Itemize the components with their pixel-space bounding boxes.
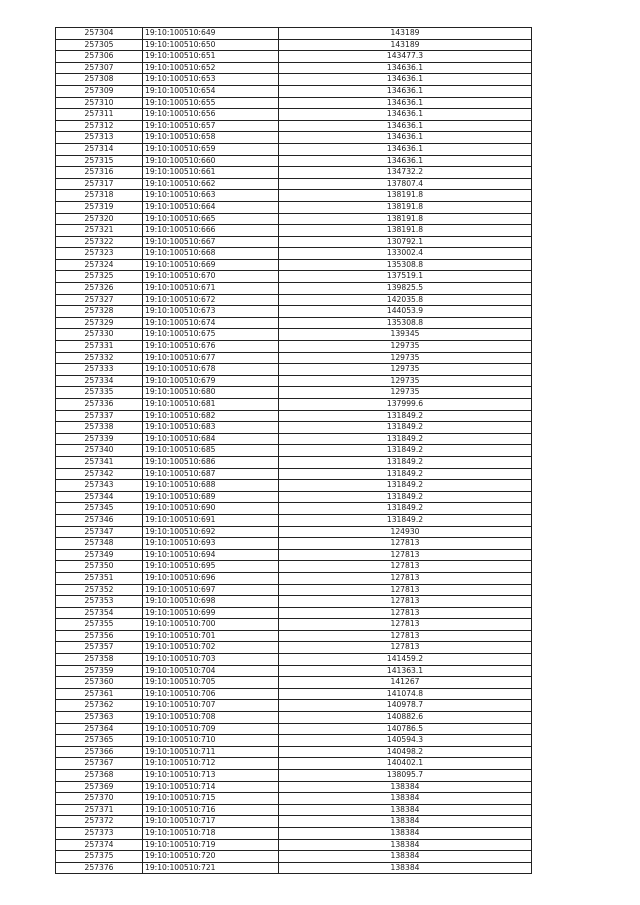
value-cell: 131849.2 bbox=[279, 503, 532, 515]
cadastral-number-cell: 19:10:100510:720 bbox=[143, 851, 279, 863]
value-cell: 134636.1 bbox=[279, 97, 532, 109]
row-id-cell: 257354 bbox=[56, 607, 143, 619]
table-row bbox=[56, 155, 532, 167]
table-row bbox=[56, 746, 532, 758]
cadastral-number-cell: 19:10:100510:680 bbox=[143, 387, 279, 399]
row-id-cell: 257337 bbox=[56, 410, 143, 422]
row-id-cell: 257372 bbox=[56, 816, 143, 828]
row-id-cell: 257345 bbox=[56, 503, 143, 515]
value-cell: 134636.1 bbox=[279, 120, 532, 132]
table-row bbox=[56, 190, 532, 202]
cadastral-number-cell: 19:10:100510:662 bbox=[143, 178, 279, 190]
table-row bbox=[56, 97, 532, 109]
cadastral-number-cell: 19:10:100510:707 bbox=[143, 700, 279, 712]
value-cell: 127813 bbox=[279, 596, 532, 608]
table-row bbox=[56, 538, 532, 550]
cadastral-number-cell: 19:10:100510:708 bbox=[143, 712, 279, 724]
value-cell: 127813 bbox=[279, 561, 532, 573]
table-row bbox=[56, 329, 532, 341]
table-row bbox=[56, 399, 532, 411]
table-row bbox=[56, 248, 532, 260]
value-cell: 131849.2 bbox=[279, 514, 532, 526]
value-cell: 131849.2 bbox=[279, 422, 532, 434]
cadastral-number-cell: 19:10:100510:693 bbox=[143, 538, 279, 550]
cadastral-number-cell: 19:10:100510:703 bbox=[143, 654, 279, 666]
cadastral-number-cell: 19:10:100510:673 bbox=[143, 306, 279, 318]
row-id-cell: 257365 bbox=[56, 735, 143, 747]
row-id-cell: 257328 bbox=[56, 306, 143, 318]
cadastral-number-cell: 19:10:100510:716 bbox=[143, 804, 279, 816]
cadastral-number-cell: 19:10:100510:657 bbox=[143, 120, 279, 132]
row-id-cell: 257316 bbox=[56, 167, 143, 179]
table-row bbox=[56, 862, 532, 874]
value-cell: 140882.6 bbox=[279, 712, 532, 724]
table-row bbox=[56, 387, 532, 399]
cadastral-number-cell: 19:10:100510:710 bbox=[143, 735, 279, 747]
cadastral-number-cell: 19:10:100510:650 bbox=[143, 39, 279, 51]
table-row bbox=[56, 491, 532, 503]
row-id-cell: 257376 bbox=[56, 862, 143, 874]
table-row bbox=[56, 178, 532, 190]
cadastral-number-cell: 19:10:100510:689 bbox=[143, 491, 279, 503]
value-cell: 131849.2 bbox=[279, 433, 532, 445]
table-row bbox=[56, 445, 532, 457]
value-cell: 127813 bbox=[279, 584, 532, 596]
row-id-cell: 257375 bbox=[56, 851, 143, 863]
cadastral-number-cell: 19:10:100510:654 bbox=[143, 85, 279, 97]
cadastral-number-cell: 19:10:100510:675 bbox=[143, 329, 279, 341]
row-id-cell: 257304 bbox=[56, 28, 143, 40]
value-cell: 143189 bbox=[279, 28, 532, 40]
value-cell: 134636.1 bbox=[279, 85, 532, 97]
row-id-cell: 257374 bbox=[56, 839, 143, 851]
row-id-cell: 257326 bbox=[56, 283, 143, 295]
cadastral-number-cell: 19:10:100510:715 bbox=[143, 793, 279, 805]
cadastral-number-cell: 19:10:100510:658 bbox=[143, 132, 279, 144]
cadastral-number-cell: 19:10:100510:664 bbox=[143, 201, 279, 213]
table-row bbox=[56, 236, 532, 248]
value-cell: 134636.1 bbox=[279, 155, 532, 167]
value-cell: 138384 bbox=[279, 862, 532, 874]
cadastral-number-cell: 19:10:100510:672 bbox=[143, 294, 279, 306]
cadastral-number-cell: 19:10:100510:709 bbox=[143, 723, 279, 735]
table-row bbox=[56, 225, 532, 237]
cadastral-number-cell: 19:10:100510:713 bbox=[143, 770, 279, 782]
row-id-cell: 257356 bbox=[56, 630, 143, 642]
row-id-cell: 257319 bbox=[56, 201, 143, 213]
value-cell: 143189 bbox=[279, 39, 532, 51]
table-row bbox=[56, 654, 532, 666]
cadastral-number-cell: 19:10:100510:665 bbox=[143, 213, 279, 225]
row-id-cell: 257320 bbox=[56, 213, 143, 225]
value-cell: 131849.2 bbox=[279, 480, 532, 492]
value-cell: 137807.4 bbox=[279, 178, 532, 190]
value-cell: 127813 bbox=[279, 538, 532, 550]
row-id-cell: 257363 bbox=[56, 712, 143, 724]
table-row bbox=[56, 283, 532, 295]
value-cell: 138384 bbox=[279, 781, 532, 793]
table-row bbox=[56, 468, 532, 480]
row-id-cell: 257357 bbox=[56, 642, 143, 654]
table-row bbox=[56, 642, 532, 654]
table-row bbox=[56, 688, 532, 700]
value-cell: 140498.2 bbox=[279, 746, 532, 758]
table-row bbox=[56, 712, 532, 724]
cadastral-number-cell: 19:10:100510:711 bbox=[143, 746, 279, 758]
cadastral-number-cell: 19:10:100510:649 bbox=[143, 28, 279, 40]
value-cell: 137519.1 bbox=[279, 271, 532, 283]
table-row bbox=[56, 167, 532, 179]
row-id-cell: 257361 bbox=[56, 688, 143, 700]
value-cell: 134636.1 bbox=[279, 74, 532, 86]
table-row bbox=[56, 700, 532, 712]
table-row bbox=[56, 456, 532, 468]
cadastral-number-cell: 19:10:100510:718 bbox=[143, 827, 279, 839]
table-row bbox=[56, 341, 532, 353]
data-table bbox=[55, 27, 532, 874]
cadastral-number-cell: 19:10:100510:691 bbox=[143, 514, 279, 526]
value-cell: 138384 bbox=[279, 816, 532, 828]
value-cell: 130792.1 bbox=[279, 236, 532, 248]
row-id-cell: 257344 bbox=[56, 491, 143, 503]
value-cell: 137999.6 bbox=[279, 399, 532, 411]
table-row bbox=[56, 758, 532, 770]
row-id-cell: 257338 bbox=[56, 422, 143, 434]
value-cell: 134636.1 bbox=[279, 143, 532, 155]
table-row bbox=[56, 793, 532, 805]
row-id-cell: 257334 bbox=[56, 375, 143, 387]
value-cell: 127813 bbox=[279, 619, 532, 631]
cadastral-number-cell: 19:10:100510:695 bbox=[143, 561, 279, 573]
value-cell: 138191.8 bbox=[279, 213, 532, 225]
row-id-cell: 257331 bbox=[56, 341, 143, 353]
cadastral-number-cell: 19:10:100510:666 bbox=[143, 225, 279, 237]
row-id-cell: 257364 bbox=[56, 723, 143, 735]
value-cell: 142035.8 bbox=[279, 294, 532, 306]
value-cell: 124930 bbox=[279, 526, 532, 538]
value-cell: 135308.8 bbox=[279, 259, 532, 271]
table-row bbox=[56, 596, 532, 608]
row-id-cell: 257373 bbox=[56, 827, 143, 839]
value-cell: 139345 bbox=[279, 329, 532, 341]
value-cell: 134636.1 bbox=[279, 109, 532, 121]
cadastral-number-cell: 19:10:100510:679 bbox=[143, 375, 279, 387]
row-id-cell: 257347 bbox=[56, 526, 143, 538]
value-cell: 131849.2 bbox=[279, 410, 532, 422]
row-id-cell: 257318 bbox=[56, 190, 143, 202]
cadastral-number-cell: 19:10:100510:692 bbox=[143, 526, 279, 538]
row-id-cell: 257359 bbox=[56, 665, 143, 677]
value-cell: 129735 bbox=[279, 375, 532, 387]
value-cell: 134732.2 bbox=[279, 167, 532, 179]
table-row bbox=[56, 677, 532, 689]
table-row bbox=[56, 317, 532, 329]
row-id-cell: 257349 bbox=[56, 549, 143, 561]
row-id-cell: 257355 bbox=[56, 619, 143, 631]
row-id-cell: 257370 bbox=[56, 793, 143, 805]
cadastral-number-cell: 19:10:100510:670 bbox=[143, 271, 279, 283]
cadastral-number-cell: 19:10:100510:674 bbox=[143, 317, 279, 329]
table-row bbox=[56, 51, 532, 63]
table-row bbox=[56, 85, 532, 97]
row-id-cell: 257327 bbox=[56, 294, 143, 306]
value-cell: 141459.2 bbox=[279, 654, 532, 666]
cadastral-number-cell: 19:10:100510:719 bbox=[143, 839, 279, 851]
row-id-cell: 257335 bbox=[56, 387, 143, 399]
cadastral-number-cell: 19:10:100510:656 bbox=[143, 109, 279, 121]
row-id-cell: 257368 bbox=[56, 770, 143, 782]
cadastral-number-cell: 19:10:100510:684 bbox=[143, 433, 279, 445]
row-id-cell: 257367 bbox=[56, 758, 143, 770]
value-cell: 138095.7 bbox=[279, 770, 532, 782]
table-row bbox=[56, 630, 532, 642]
cadastral-number-cell: 19:10:100510:669 bbox=[143, 259, 279, 271]
value-cell: 131849.2 bbox=[279, 445, 532, 457]
table-row bbox=[56, 62, 532, 74]
cadastral-number-cell: 19:10:100510:653 bbox=[143, 74, 279, 86]
table-row bbox=[56, 572, 532, 584]
table-row bbox=[56, 213, 532, 225]
table-row bbox=[56, 39, 532, 51]
value-cell: 131849.2 bbox=[279, 491, 532, 503]
cadastral-number-cell: 19:10:100510:697 bbox=[143, 584, 279, 596]
cadastral-number-cell: 19:10:100510:676 bbox=[143, 341, 279, 353]
table-row bbox=[56, 804, 532, 816]
table-row bbox=[56, 549, 532, 561]
table-row bbox=[56, 816, 532, 828]
cadastral-number-cell: 19:10:100510:721 bbox=[143, 862, 279, 874]
table-row bbox=[56, 433, 532, 445]
cadastral-number-cell: 19:10:100510:694 bbox=[143, 549, 279, 561]
row-id-cell: 257358 bbox=[56, 654, 143, 666]
value-cell: 134636.1 bbox=[279, 62, 532, 74]
cadastral-number-cell: 19:10:100510:688 bbox=[143, 480, 279, 492]
table-row bbox=[56, 120, 532, 132]
cadastral-number-cell: 19:10:100510:698 bbox=[143, 596, 279, 608]
row-id-cell: 257329 bbox=[56, 317, 143, 329]
value-cell: 131849.2 bbox=[279, 456, 532, 468]
cadastral-number-cell: 19:10:100510:690 bbox=[143, 503, 279, 515]
value-cell: 127813 bbox=[279, 572, 532, 584]
value-cell: 141363.1 bbox=[279, 665, 532, 677]
row-id-cell: 257330 bbox=[56, 329, 143, 341]
row-id-cell: 257309 bbox=[56, 85, 143, 97]
row-id-cell: 257324 bbox=[56, 259, 143, 271]
row-id-cell: 257317 bbox=[56, 178, 143, 190]
row-id-cell: 257362 bbox=[56, 700, 143, 712]
table-row bbox=[56, 781, 532, 793]
table-row bbox=[56, 28, 532, 40]
value-cell: 141267 bbox=[279, 677, 532, 689]
value-cell: 140594.3 bbox=[279, 735, 532, 747]
cadastral-number-cell: 19:10:100510:678 bbox=[143, 364, 279, 376]
cadastral-number-cell: 19:10:100510:659 bbox=[143, 143, 279, 155]
value-cell: 129735 bbox=[279, 341, 532, 353]
row-id-cell: 257323 bbox=[56, 248, 143, 260]
row-id-cell: 257333 bbox=[56, 364, 143, 376]
value-cell: 139825.5 bbox=[279, 283, 532, 295]
value-cell: 144053.9 bbox=[279, 306, 532, 318]
table-row bbox=[56, 109, 532, 121]
table-row bbox=[56, 619, 532, 631]
value-cell: 138191.8 bbox=[279, 201, 532, 213]
row-id-cell: 257341 bbox=[56, 456, 143, 468]
row-id-cell: 257313 bbox=[56, 132, 143, 144]
table-row bbox=[56, 839, 532, 851]
table-row bbox=[56, 827, 532, 839]
cadastral-number-cell: 19:10:100510:668 bbox=[143, 248, 279, 260]
cadastral-number-cell: 19:10:100510:677 bbox=[143, 352, 279, 364]
cadastral-number-cell: 19:10:100510:683 bbox=[143, 422, 279, 434]
row-id-cell: 257315 bbox=[56, 155, 143, 167]
row-id-cell: 257369 bbox=[56, 781, 143, 793]
cadastral-number-cell: 19:10:100510:651 bbox=[143, 51, 279, 63]
row-id-cell: 257310 bbox=[56, 97, 143, 109]
table-row bbox=[56, 503, 532, 515]
row-id-cell: 257350 bbox=[56, 561, 143, 573]
table-row bbox=[56, 132, 532, 144]
value-cell: 135308.8 bbox=[279, 317, 532, 329]
cadastral-number-cell: 19:10:100510:663 bbox=[143, 190, 279, 202]
cadastral-number-cell: 19:10:100510:714 bbox=[143, 781, 279, 793]
value-cell: 143477.3 bbox=[279, 51, 532, 63]
table-row bbox=[56, 480, 532, 492]
value-cell: 127813 bbox=[279, 630, 532, 642]
row-id-cell: 257366 bbox=[56, 746, 143, 758]
row-id-cell: 257339 bbox=[56, 433, 143, 445]
table-row bbox=[56, 352, 532, 364]
row-id-cell: 257321 bbox=[56, 225, 143, 237]
table-row bbox=[56, 584, 532, 596]
table-row bbox=[56, 422, 532, 434]
table-row bbox=[56, 561, 532, 573]
row-id-cell: 257312 bbox=[56, 120, 143, 132]
row-id-cell: 257322 bbox=[56, 236, 143, 248]
value-cell: 141074.8 bbox=[279, 688, 532, 700]
value-cell: 127813 bbox=[279, 642, 532, 654]
row-id-cell: 257332 bbox=[56, 352, 143, 364]
cadastral-number-cell: 19:10:100510:705 bbox=[143, 677, 279, 689]
cadastral-number-cell: 19:10:100510:687 bbox=[143, 468, 279, 480]
cadastral-number-cell: 19:10:100510:712 bbox=[143, 758, 279, 770]
value-cell: 129735 bbox=[279, 352, 532, 364]
value-cell: 138191.8 bbox=[279, 190, 532, 202]
row-id-cell: 257336 bbox=[56, 399, 143, 411]
value-cell: 131849.2 bbox=[279, 468, 532, 480]
cadastral-number-cell: 19:10:100510:652 bbox=[143, 62, 279, 74]
value-cell: 127813 bbox=[279, 549, 532, 561]
row-id-cell: 257371 bbox=[56, 804, 143, 816]
table-row bbox=[56, 143, 532, 155]
table-row bbox=[56, 851, 532, 863]
cadastral-number-cell: 19:10:100510:667 bbox=[143, 236, 279, 248]
row-id-cell: 257311 bbox=[56, 109, 143, 121]
cadastral-number-cell: 19:10:100510:702 bbox=[143, 642, 279, 654]
table-row bbox=[56, 735, 532, 747]
value-cell: 140978.7 bbox=[279, 700, 532, 712]
table-row bbox=[56, 526, 532, 538]
value-cell: 138384 bbox=[279, 851, 532, 863]
cadastral-number-cell: 19:10:100510:661 bbox=[143, 167, 279, 179]
row-id-cell: 257305 bbox=[56, 39, 143, 51]
value-cell: 138384 bbox=[279, 839, 532, 851]
cadastral-number-cell: 19:10:100510:685 bbox=[143, 445, 279, 457]
cadastral-number-cell: 19:10:100510:681 bbox=[143, 399, 279, 411]
cadastral-number-cell: 19:10:100510:671 bbox=[143, 283, 279, 295]
row-id-cell: 257306 bbox=[56, 51, 143, 63]
row-id-cell: 257348 bbox=[56, 538, 143, 550]
cadastral-number-cell: 19:10:100510:701 bbox=[143, 630, 279, 642]
row-id-cell: 257340 bbox=[56, 445, 143, 457]
cadastral-number-cell: 19:10:100510:660 bbox=[143, 155, 279, 167]
cadastral-number-cell: 19:10:100510:717 bbox=[143, 816, 279, 828]
table-row bbox=[56, 294, 532, 306]
row-id-cell: 257352 bbox=[56, 584, 143, 596]
table-row bbox=[56, 259, 532, 271]
table-row bbox=[56, 514, 532, 526]
row-id-cell: 257343 bbox=[56, 480, 143, 492]
row-id-cell: 257351 bbox=[56, 572, 143, 584]
cadastral-number-cell: 19:10:100510:696 bbox=[143, 572, 279, 584]
value-cell: 140402.1 bbox=[279, 758, 532, 770]
row-id-cell: 257353 bbox=[56, 596, 143, 608]
row-id-cell: 257346 bbox=[56, 514, 143, 526]
cadastral-number-cell: 19:10:100510:655 bbox=[143, 97, 279, 109]
cadastral-number-cell: 19:10:100510:682 bbox=[143, 410, 279, 422]
value-cell: 129735 bbox=[279, 387, 532, 399]
table-row bbox=[56, 607, 532, 619]
table-row bbox=[56, 271, 532, 283]
value-cell: 140786.5 bbox=[279, 723, 532, 735]
row-id-cell: 257342 bbox=[56, 468, 143, 480]
cadastral-number-cell: 19:10:100510:704 bbox=[143, 665, 279, 677]
table-row bbox=[56, 74, 532, 86]
cadastral-number-cell: 19:10:100510:686 bbox=[143, 456, 279, 468]
table-row bbox=[56, 364, 532, 376]
cadastral-number-cell: 19:10:100510:699 bbox=[143, 607, 279, 619]
cadastral-number-cell: 19:10:100510:700 bbox=[143, 619, 279, 631]
table-body bbox=[56, 28, 532, 874]
value-cell: 138384 bbox=[279, 827, 532, 839]
table-row bbox=[56, 665, 532, 677]
row-id-cell: 257314 bbox=[56, 143, 143, 155]
value-cell: 127813 bbox=[279, 607, 532, 619]
row-id-cell: 257325 bbox=[56, 271, 143, 283]
value-cell: 138384 bbox=[279, 793, 532, 805]
value-cell: 133002.4 bbox=[279, 248, 532, 260]
row-id-cell: 257360 bbox=[56, 677, 143, 689]
table-row bbox=[56, 201, 532, 213]
table-row bbox=[56, 723, 532, 735]
value-cell: 138191.8 bbox=[279, 225, 532, 237]
row-id-cell: 257308 bbox=[56, 74, 143, 86]
value-cell: 134636.1 bbox=[279, 132, 532, 144]
row-id-cell: 257307 bbox=[56, 62, 143, 74]
table-row bbox=[56, 410, 532, 422]
value-cell: 129735 bbox=[279, 364, 532, 376]
table-row bbox=[56, 306, 532, 318]
cadastral-number-cell: 19:10:100510:706 bbox=[143, 688, 279, 700]
value-cell: 138384 bbox=[279, 804, 532, 816]
table-row bbox=[56, 770, 532, 782]
table-row bbox=[56, 375, 532, 387]
